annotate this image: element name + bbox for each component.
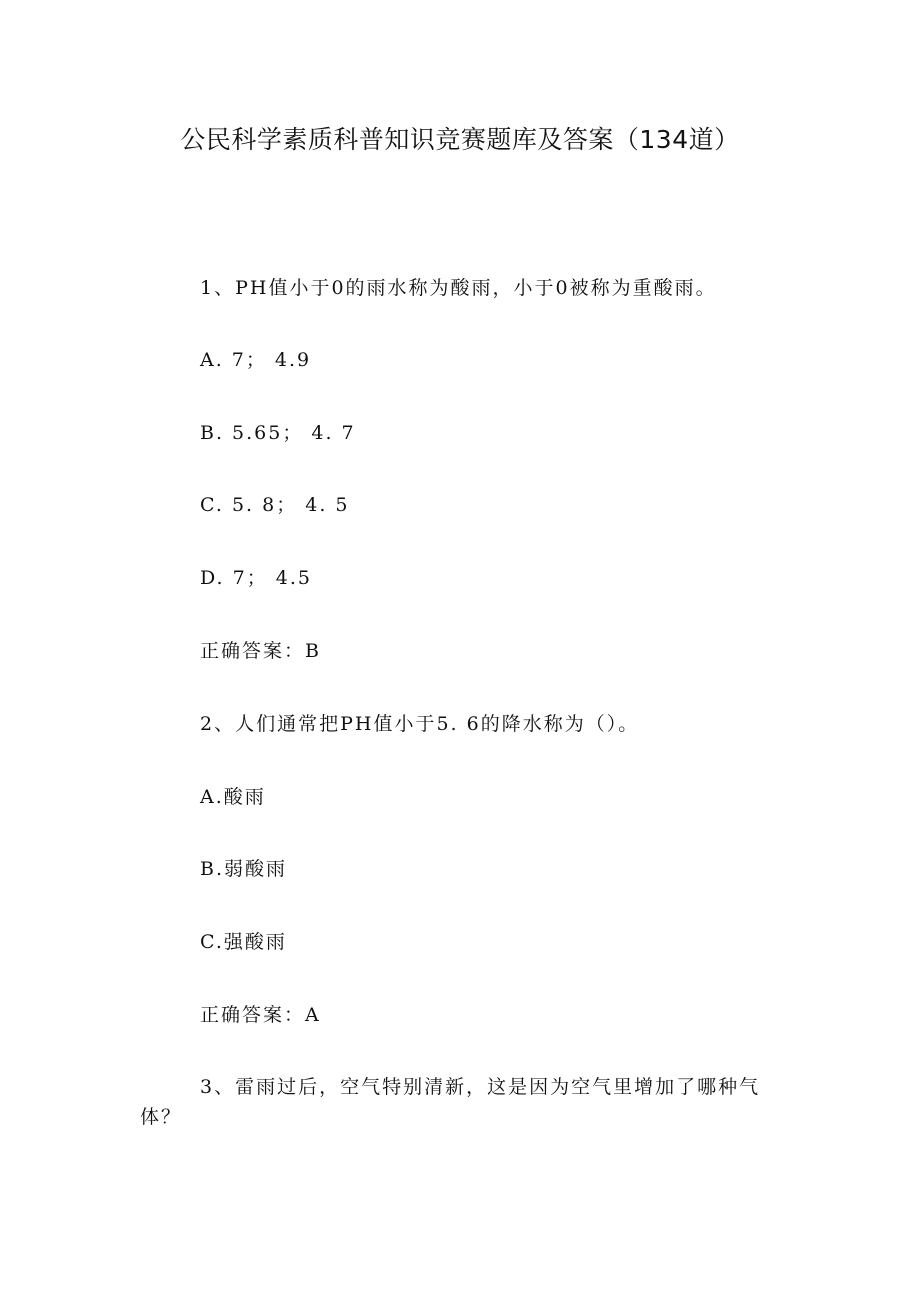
question-2-option-a: A.酸雨 xyxy=(200,786,266,808)
question-1-option-c: C. 5. 8； 4. 5 xyxy=(200,494,350,516)
document-title: 公民科学素质科普知识竞赛题库及答案（134道） xyxy=(180,125,740,154)
question-1-stem: 1、PH值小于0的雨水称为酸雨，小于0被称为重酸雨。 xyxy=(200,277,717,299)
question-1-option-b: B. 5.65； 4. 7 xyxy=(200,422,356,444)
question-2-answer: 正确答案：A xyxy=(200,1004,321,1026)
question-2-option-b: B.弱酸雨 xyxy=(200,858,288,880)
question-2-stem: 2、人们通常把PH值小于5. 6的降水称为（）。 xyxy=(200,713,640,735)
question-1-option-d: D. 7； 4.5 xyxy=(200,567,312,589)
question-2-option-c: C.强酸雨 xyxy=(200,931,287,953)
question-1-option-a: A. 7； 4.9 xyxy=(200,349,312,371)
question-3-stem: 3、雷雨过后，空气特别清新，这是因为空气里增加了哪种气体？ xyxy=(140,1076,761,1128)
question-1-answer: 正确答案：B xyxy=(200,640,321,662)
